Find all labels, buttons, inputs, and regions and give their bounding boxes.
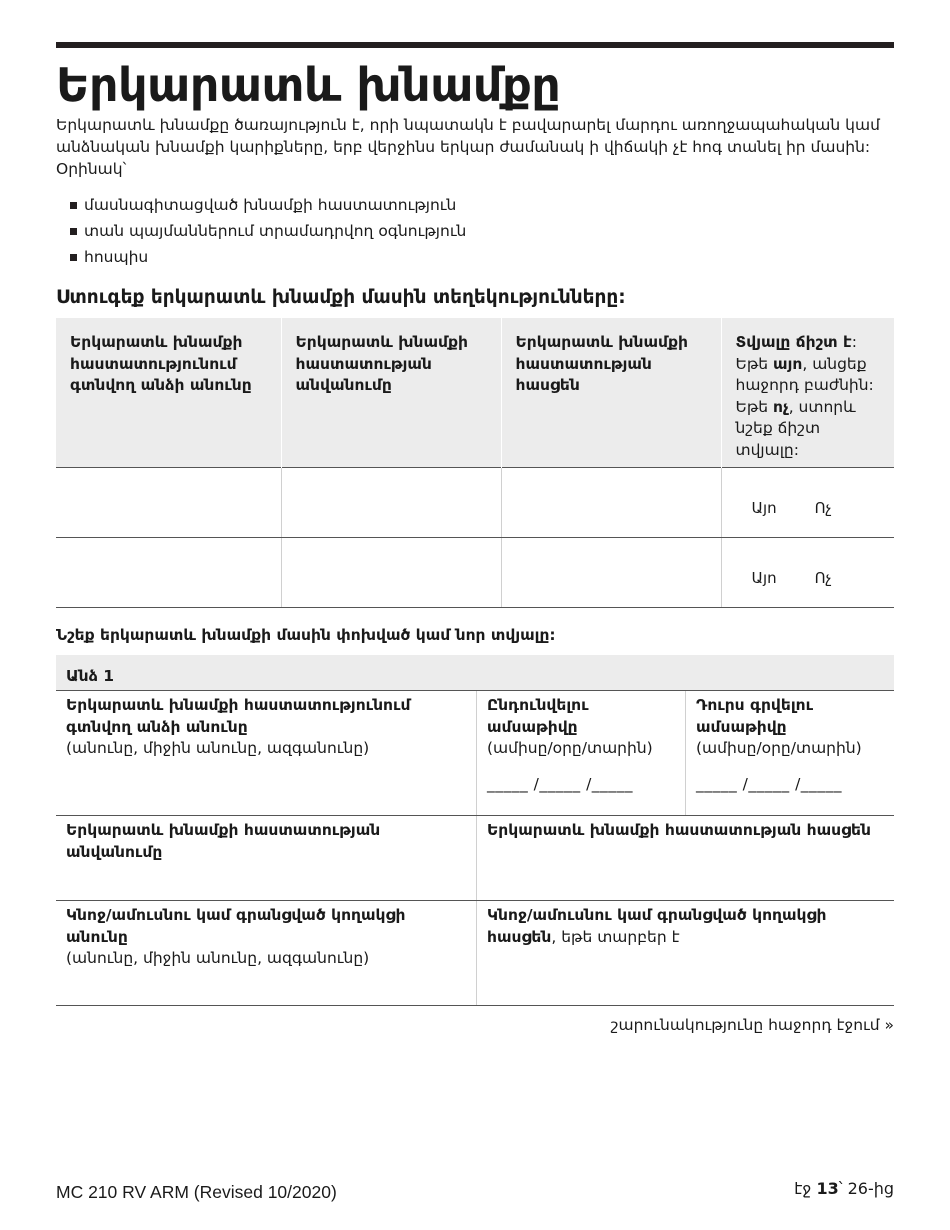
column-header-resident-name: Երկարատև խնամքի հաստատությունում գտնվող անձի անունը [56, 318, 281, 468]
facility-address-cell[interactable] [501, 468, 721, 538]
list-item: մասնագիտացված խնամքի հաստատություն [70, 192, 466, 218]
no-option[interactable]: Ոչ [814, 568, 832, 587]
list-item: հոսպիս [70, 244, 466, 270]
facility-address-cell[interactable] [501, 538, 721, 608]
review-table [56, 318, 894, 608]
form-row [56, 816, 894, 901]
person-form [56, 655, 894, 1006]
column-header-facility-name: Երկարատև խնամքի հաստատության անվանումը [281, 318, 501, 468]
page-title: Երկարատև խնամքը [56, 58, 561, 112]
spouse-address-field[interactable]: Կնոջ/ամուսնու կամ գրանցված կողակցի հասցեն, եթե տարբեր է [476, 901, 894, 1005]
date-blank: _____ /_____ /_____ [696, 774, 843, 793]
page-number: էջ 13՝ 26-ից [794, 1179, 894, 1198]
facility-name-field[interactable]: Երկարատև խնամքի հաստատության անվանումը [66, 821, 381, 861]
date-blank: _____ /_____ /_____ [487, 774, 634, 793]
column-header-facility-address: Երկարատև խնամքի հաստատության հասցեն [501, 318, 721, 468]
discharge-date-field[interactable]: Դուրս գրվելու ամսաթիվը (ամիսը/օրը/տարին) _____ /_____ /_____ [685, 691, 894, 815]
update-heading: Նշեք երկարատև խնամքի մասին փոխված կամ նոր տվյալը: [56, 626, 556, 644]
form-row [56, 901, 894, 1006]
resident-name-field[interactable]: Երկարատև խնամքի հաստատությունում գտնվող անձի անունը (անունը, միջին անունը, ազգանունը) [66, 696, 411, 757]
yes-option[interactable]: Այո [751, 568, 777, 587]
column-header-correct: Տվյալը ճիշտ է: Եթե այո, անցեք հաջորդ բաժնին: Եթե ոչ, ստորև նշեք ճիշտ տվյալը: [721, 318, 894, 468]
table-row [56, 468, 894, 538]
examples-list [70, 192, 466, 270]
facility-address-field[interactable]: Երկարատև խնամքի հաստատության հասցեն [476, 816, 894, 900]
admission-date-field[interactable]: Ընդունվելու ամսաթիվը (ամիսը/օրը/տարին) _____ /_____ /_____ [476, 691, 685, 815]
spouse-name-field[interactable]: Կնոջ/ամուսնու կամ գրանցված կողակցի անունը (անունը, միջին անունը, ազգանունը) [66, 906, 406, 967]
correct-cell [721, 468, 894, 538]
table-row [56, 538, 894, 608]
resident-name-cell[interactable] [56, 468, 281, 538]
facility-name-cell[interactable] [281, 538, 501, 608]
yes-option[interactable]: Այո [751, 498, 777, 517]
section-heading: Ստուգեք երկարատև խնամքի մասին տեղեկությունները: [56, 287, 626, 308]
person-label: Անձ 1 [56, 655, 894, 691]
facility-name-cell[interactable] [281, 468, 501, 538]
no-option[interactable]: Ոչ [814, 498, 832, 517]
continue-note: շարունակությունը հաջորդ էջում » [610, 1016, 894, 1034]
correct-cell [721, 538, 894, 608]
resident-name-cell[interactable] [56, 538, 281, 608]
list-item: տան պայմաններում տրամադրվող օգնություն [70, 218, 466, 244]
top-rule [56, 42, 894, 48]
intro-paragraph: Երկարատև խնամքը ծառայություն է, որի նպատակն է բավարարել մարդու առողջապահական կամ անձնական խնամքի կարիքները, երբ վերջինս երկար ժամանակ ի վիճակի չէ հոգ տանել իր մասին: Օրինակ՝ [56, 116, 880, 178]
form-row [56, 691, 894, 816]
form-id: MC 210 RV ARM (Revised 10/2020) [56, 1182, 337, 1202]
